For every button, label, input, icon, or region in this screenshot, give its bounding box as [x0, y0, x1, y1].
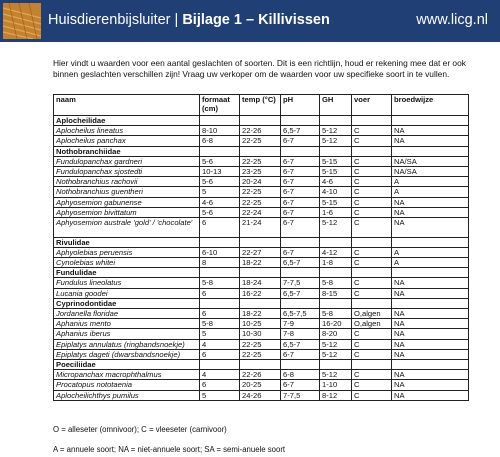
species-value: NA [392, 278, 469, 288]
species-value: C [352, 126, 392, 136]
species-value: 22-26 [240, 370, 281, 380]
species-value: 5-6 [200, 207, 240, 217]
family-row-cell [320, 268, 352, 278]
species-value: O,algen [352, 308, 392, 318]
species-name: Fundulopanchax sjostedti [54, 167, 200, 177]
species-value: 6,5-7 [281, 126, 320, 136]
species-value: 22-27 [240, 247, 281, 257]
species-value: NA/SA [392, 156, 469, 166]
species-value: NA [392, 218, 469, 238]
species-value: 7-9 [281, 319, 320, 329]
family-row-cell [352, 268, 392, 278]
species-name: Aphanius iberus [54, 329, 200, 339]
species-value: 6,5-7,5 [281, 308, 320, 318]
column-header: naam [54, 95, 200, 116]
species-name: Aplocheilichthys pumilus [54, 390, 200, 400]
species-value: 5-15 [320, 167, 352, 177]
species-value: 22-25 [240, 349, 281, 359]
species-name: Cynolebias whitei [54, 257, 200, 267]
species-value: 6-7 [281, 197, 320, 207]
family-row-cell [352, 237, 392, 247]
species-value: 8-20 [320, 329, 352, 339]
species-value: C [352, 370, 392, 380]
species-value: A [392, 247, 469, 257]
family-name: Poeciliidae [54, 359, 200, 369]
species-value: NA [392, 319, 469, 329]
species-value: 10-30 [240, 329, 281, 339]
family-row-cell [200, 116, 240, 126]
species-value: 10-25 [240, 319, 281, 329]
table-row [54, 126, 469, 136]
header-title-bold: Bijlage 1 – Killivissen [182, 12, 330, 28]
species-value: NA [392, 288, 469, 298]
species-value: 6 [200, 349, 240, 359]
species-value: A [392, 257, 469, 267]
species-value: 4 [200, 370, 240, 380]
species-value: C [352, 380, 392, 390]
page-header [0, 0, 500, 42]
species-name: Nothobranchius rachovii [54, 177, 200, 187]
species-name: Aphyosemion australe 'gold' / 'chocolate' [54, 218, 200, 238]
species-value: 6-7 [281, 177, 320, 187]
species-value: 22-25 [240, 136, 281, 146]
species-value: 23-25 [240, 167, 281, 177]
species-name: Aphyosemion gabunense [54, 197, 200, 207]
species-value: 5-15 [320, 156, 352, 166]
species-value: C [352, 278, 392, 288]
species-value: 6-7 [281, 380, 320, 390]
family-row-cell [320, 116, 352, 126]
species-value: 5 [200, 390, 240, 400]
column-header: broedwijze [392, 95, 469, 116]
table-row [54, 370, 469, 380]
species-value: 10-13 [200, 167, 240, 177]
species-name: Aplocheilus panchax [54, 136, 200, 146]
family-row-cell [281, 237, 320, 247]
species-value: C [352, 390, 392, 400]
species-value: C [352, 167, 392, 177]
family-row-cell [392, 268, 469, 278]
species-value: NA [392, 370, 469, 380]
species-value: 18-24 [240, 278, 281, 288]
species-name: Jordanella floridae [54, 308, 200, 318]
family-row-cell [320, 146, 352, 156]
family-row-cell [392, 298, 469, 308]
family-row-cell [240, 298, 281, 308]
species-name: Nothobranchius guentheri [54, 187, 200, 197]
species-value: C [352, 156, 392, 166]
species-value: NA [392, 349, 469, 359]
species-value: 5-6 [200, 156, 240, 166]
table-row [54, 136, 469, 146]
species-value: NA [392, 126, 469, 136]
table-row [54, 207, 469, 217]
species-name: Epiplatys dageti (dwarsbandsnoekje) [54, 349, 200, 359]
species-value: 18-22 [240, 308, 281, 318]
table-row [54, 288, 469, 298]
species-value: 22-26 [240, 126, 281, 136]
family-row-cell [352, 116, 392, 126]
column-header: temp (°C) [240, 95, 281, 116]
species-name: Procatopus nototaenia [54, 380, 200, 390]
species-value: C [352, 247, 392, 257]
family-row-cell [352, 359, 392, 369]
species-value: 5-12 [320, 218, 352, 238]
species-value: 6-7 [281, 349, 320, 359]
species-table-body [54, 116, 469, 401]
species-value: NA/SA [392, 167, 469, 177]
family-row-cell [281, 268, 320, 278]
family-row [54, 146, 469, 156]
species-value: 6-7 [281, 247, 320, 257]
species-value: 5-8 [320, 308, 352, 318]
header-title-separator: | [170, 12, 183, 28]
species-name: Fundulopanchax gardneri [54, 156, 200, 166]
species-name: Micropanchax macrophthalmus [54, 370, 200, 380]
family-row [54, 237, 469, 247]
species-value: 21-24 [240, 218, 281, 238]
species-value: 22-24 [240, 207, 281, 217]
species-value: 5 [200, 187, 240, 197]
family-row-cell [200, 237, 240, 247]
species-value: NA [392, 136, 469, 146]
table-row [54, 156, 469, 166]
header-title-left: Huisdierenbijsluiter [48, 12, 171, 28]
species-value: 6,5-7 [281, 257, 320, 267]
species-value: 5-8 [200, 278, 240, 288]
species-value: 6-10 [200, 247, 240, 257]
family-row-cell [200, 268, 240, 278]
column-header: voer [352, 95, 392, 116]
species-value: 18-22 [240, 257, 281, 267]
species-value: C [352, 339, 392, 349]
column-header: pH [281, 95, 320, 116]
species-value: 6 [200, 288, 240, 298]
family-row-cell [240, 146, 281, 156]
family-row-cell [200, 298, 240, 308]
family-row-cell [200, 146, 240, 156]
species-value: 4-6 [200, 197, 240, 207]
species-value: 6-7 [281, 187, 320, 197]
species-value: C [352, 257, 392, 267]
table-row [54, 319, 469, 329]
table-row [54, 308, 469, 318]
species-value: 5-12 [320, 370, 352, 380]
family-row-cell [392, 116, 469, 126]
fish-logo-icon [3, 3, 41, 39]
species-value: C [352, 288, 392, 298]
species-value: 6 [200, 308, 240, 318]
species-value: 7-8 [281, 329, 320, 339]
species-value: 5-8 [200, 319, 240, 329]
family-row-cell [281, 298, 320, 308]
species-name: Aphanius mento [54, 319, 200, 329]
species-value: 6-8 [200, 136, 240, 146]
intro-text: Hier vindt u waarden voor een aantal geslachten of soorten. Dit is een richtlijn, houd er rekening mee dat er ook binnen geslachten verschillen zijn! Vraag uw verkoper om de waarden voor uw specifieke soort in te vullen. [53, 58, 466, 79]
species-name: Lucania goodei [54, 288, 200, 298]
header-url[interactable]: www.licg.nl [416, 12, 488, 28]
family-row-cell [240, 359, 281, 369]
species-value: C [352, 218, 392, 238]
family-name: Fundulidae [54, 268, 200, 278]
legend-food: O = alleseter (omnivoor); C = vleeseter (carnivoor) [53, 425, 227, 434]
species-value: 4-6 [320, 177, 352, 187]
species-value: 5-6 [200, 177, 240, 187]
species-value: C [352, 207, 392, 217]
family-name: Rivulidae [54, 237, 200, 247]
family-row-cell [281, 359, 320, 369]
species-value: C [352, 136, 392, 146]
family-row-cell [320, 359, 352, 369]
species-value: NA [392, 380, 469, 390]
species-value: 4-12 [320, 247, 352, 257]
table-header-row [54, 95, 469, 116]
species-value: 5-12 [320, 349, 352, 359]
species-value: NA [392, 207, 469, 217]
species-value: 5-8 [320, 278, 352, 288]
species-value: 6-7 [281, 136, 320, 146]
table-row [54, 278, 469, 288]
species-value: 7-7,5 [281, 390, 320, 400]
species-value: 24-26 [240, 390, 281, 400]
family-row-cell [352, 146, 392, 156]
family-row-cell [240, 237, 281, 247]
species-value: C [352, 329, 392, 339]
species-value: O,algen [352, 319, 392, 329]
species-value: A [392, 177, 469, 187]
species-value: 8-15 [320, 288, 352, 298]
column-header: GH [320, 95, 352, 116]
family-row-cell [320, 298, 352, 308]
species-value: 22-25 [240, 156, 281, 166]
table-row [54, 380, 469, 390]
species-value: 8 [200, 257, 240, 267]
table-row [54, 218, 469, 238]
table-row [54, 177, 469, 187]
species-value: 22-25 [240, 187, 281, 197]
species-value: 5-15 [320, 197, 352, 207]
species-value: NA [392, 197, 469, 207]
species-value: 7-7,5 [281, 278, 320, 288]
family-row-cell [352, 298, 392, 308]
species-value: 22-25 [240, 339, 281, 349]
species-name: Aphyolebias peruensis [54, 247, 200, 257]
species-value: 6-8 [281, 370, 320, 380]
species-value: 5-12 [320, 136, 352, 146]
family-row [54, 116, 469, 126]
species-value: C [352, 197, 392, 207]
table-row [54, 257, 469, 267]
species-value: 6-7 [281, 218, 320, 238]
family-row [54, 298, 469, 308]
species-name: Epiplatys annulatus (ringbandsnoekje) [54, 339, 200, 349]
table-row [54, 197, 469, 207]
species-value: 4-10 [320, 187, 352, 197]
species-value: 16-20 [320, 319, 352, 329]
species-value: 5 [200, 329, 240, 339]
family-row [54, 359, 469, 369]
table-row [54, 167, 469, 177]
species-value: A [392, 187, 469, 197]
species-value: 20-24 [240, 177, 281, 187]
family-row-cell [200, 359, 240, 369]
species-value: 22-25 [240, 197, 281, 207]
species-table [53, 94, 469, 401]
species-value: 6-7 [281, 156, 320, 166]
family-row-cell [392, 359, 469, 369]
legend-breeding: A = annuele soort; NA = niet-annuele soort; SA = semi-anuele soort [53, 445, 286, 454]
species-value: 6-7 [281, 207, 320, 217]
table-row [54, 339, 469, 349]
family-row [54, 268, 469, 278]
species-value: 6 [200, 380, 240, 390]
species-value: 5-12 [320, 339, 352, 349]
table-row [54, 187, 469, 197]
species-value: C [352, 177, 392, 187]
species-value: 8-10 [200, 126, 240, 136]
column-header: formaat (cm) [200, 95, 240, 116]
family-row-cell [281, 146, 320, 156]
species-value: 8-12 [320, 390, 352, 400]
family-name: Aplocheilidae [54, 116, 200, 126]
species-value: 16-22 [240, 288, 281, 298]
species-value: NA [392, 308, 469, 318]
species-value: 1-8 [320, 257, 352, 267]
species-value: C [352, 349, 392, 359]
species-value: 6 [200, 218, 240, 238]
table-row [54, 390, 469, 400]
species-name: Fundulus lineolatus [54, 278, 200, 288]
species-value: 1-10 [320, 380, 352, 390]
species-value: C [352, 187, 392, 197]
family-row-cell [320, 237, 352, 247]
species-value: NA [392, 329, 469, 339]
table-row [54, 349, 469, 359]
family-row-cell [392, 237, 469, 247]
species-value: 6-7 [281, 167, 320, 177]
family-row-cell [240, 268, 281, 278]
family-row-cell [281, 116, 320, 126]
species-value: 4 [200, 339, 240, 349]
species-value: NA [392, 339, 469, 349]
species-value: NA [392, 390, 469, 400]
species-value: 20-25 [240, 380, 281, 390]
species-value: 6,5-7 [281, 288, 320, 298]
header-title [48, 12, 330, 28]
species-value: 5-12 [320, 126, 352, 136]
family-name: Nothobranchiidae [54, 146, 200, 156]
species-value: 6,5-7 [281, 339, 320, 349]
family-row-cell [392, 146, 469, 156]
family-row-cell [240, 116, 281, 126]
species-name: Aphyosemion bivittatum [54, 207, 200, 217]
family-name: Cyprinodontidae [54, 298, 200, 308]
species-value: 1-6 [320, 207, 352, 217]
table-row [54, 247, 469, 257]
table-row [54, 329, 469, 339]
species-name: Aplocheilus lineatus [54, 126, 200, 136]
